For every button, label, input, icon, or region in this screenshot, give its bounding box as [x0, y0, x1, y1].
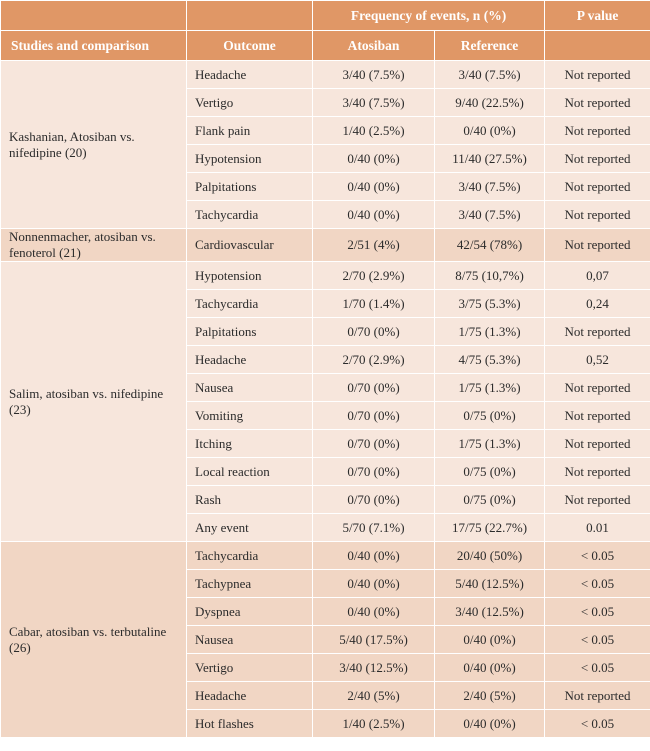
outcome-cell: Palpitations	[187, 173, 313, 201]
pvalue-cell: < 0.05	[545, 654, 650, 682]
pvalue-cell: Not reported	[545, 318, 650, 346]
pvalue-cell: Not reported	[545, 402, 650, 430]
pvalue-cell: < 0.05	[545, 570, 650, 598]
pvalue-cell: < 0.05	[545, 710, 650, 738]
pvalue-cell: 0,24	[545, 290, 650, 318]
outcome-header: Outcome	[187, 31, 313, 61]
atosiban-cell: 2/40 (5%)	[313, 682, 435, 710]
reference-cell: 42/54 (78%)	[435, 229, 545, 262]
outcome-cell: Cardiovascular	[187, 229, 313, 262]
pvalue-cell: Not reported	[545, 117, 650, 145]
atosiban-cell: 3/40 (7.5%)	[313, 89, 435, 117]
outcome-cell: Local reaction	[187, 458, 313, 486]
header-blank-cell	[1, 1, 187, 31]
reference-cell: 0/75 (0%)	[435, 458, 545, 486]
outcome-cell: Vertigo	[187, 654, 313, 682]
study-cell: Cabar, atosiban vs. terbutaline (26)	[1, 542, 187, 738]
reference-cell: 0/75 (0%)	[435, 402, 545, 430]
outcome-cell: Hot flashes	[187, 710, 313, 738]
reference-cell: 1/75 (1.3%)	[435, 318, 545, 346]
reference-cell: 4/75 (5.3%)	[435, 346, 545, 374]
header-row-top	[1, 1, 650, 31]
atosiban-cell: 0/40 (0%)	[313, 173, 435, 201]
atosiban-cell: 0/70 (0%)	[313, 318, 435, 346]
pvalue-cell: Not reported	[545, 430, 650, 458]
reference-cell: 20/40 (50%)	[435, 542, 545, 570]
atosiban-cell: 5/70 (7.1%)	[313, 514, 435, 542]
atosiban-cell: 2/51 (4%)	[313, 229, 435, 262]
outcome-cell: Tachycardia	[187, 290, 313, 318]
outcome-cell: Rash	[187, 486, 313, 514]
pvalue-cell: Not reported	[545, 229, 650, 262]
atosiban-cell: 2/70 (2.9%)	[313, 262, 435, 290]
table-row	[1, 262, 650, 290]
outcome-cell: Dyspnea	[187, 598, 313, 626]
reference-cell: 0/40 (0%)	[435, 626, 545, 654]
atosiban-cell: 1/40 (2.5%)	[313, 117, 435, 145]
reference-cell: 3/40 (7.5%)	[435, 61, 545, 89]
reference-cell: 3/40 (7.5%)	[435, 173, 545, 201]
header-row-bottom	[1, 31, 650, 61]
reference-cell: 0/40 (0%)	[435, 117, 545, 145]
table-header	[1, 1, 650, 61]
outcome-cell: Palpitations	[187, 318, 313, 346]
outcome-cell: Nausea	[187, 626, 313, 654]
table-row	[1, 61, 650, 89]
studies-header: Studies and comparison	[1, 31, 187, 61]
reference-cell: 2/40 (5%)	[435, 682, 545, 710]
reference-cell: 1/75 (1.3%)	[435, 430, 545, 458]
outcome-cell: Tachypnea	[187, 570, 313, 598]
reference-cell: 3/40 (12.5%)	[435, 598, 545, 626]
atosiban-cell: 0/40 (0%)	[313, 570, 435, 598]
table-row	[1, 229, 650, 262]
outcome-cell: Headache	[187, 682, 313, 710]
outcome-cell: Flank pain	[187, 117, 313, 145]
reference-cell: 9/40 (22.5%)	[435, 89, 545, 117]
atosiban-cell: 0/40 (0%)	[313, 145, 435, 173]
reference-cell: 3/40 (7.5%)	[435, 201, 545, 229]
reference-cell: 1/75 (1.3%)	[435, 374, 545, 402]
pvalue-cell: Not reported	[545, 458, 650, 486]
reference-cell: 0/75 (0%)	[435, 486, 545, 514]
reference-cell: 5/40 (12.5%)	[435, 570, 545, 598]
study-cell: Nonnenmacher, atosiban vs. fenoterol (21)	[1, 229, 187, 262]
study-cell: Kashanian, Atosiban vs. nifedipine (20)	[1, 61, 187, 229]
pvalue-cell: < 0.05	[545, 626, 650, 654]
outcome-cell: Headache	[187, 346, 313, 374]
atosiban-cell: 0/70 (0%)	[313, 402, 435, 430]
pvalue-cell: Not reported	[545, 145, 650, 173]
outcome-cell: Hypotension	[187, 262, 313, 290]
outcome-cell: Headache	[187, 61, 313, 89]
reference-cell: 3/75 (5.3%)	[435, 290, 545, 318]
outcome-cell: Vomiting	[187, 402, 313, 430]
table-row	[1, 542, 650, 570]
reference-cell: 0/40 (0%)	[435, 654, 545, 682]
frequency-header: Frequency of events, n (%)	[313, 1, 545, 31]
atosiban-cell: 0/70 (0%)	[313, 486, 435, 514]
outcome-cell: Tachycardia	[187, 201, 313, 229]
reference-cell: 11/40 (27.5%)	[435, 145, 545, 173]
pvalue-cell: Not reported	[545, 89, 650, 117]
pvalue-cell: < 0.05	[545, 542, 650, 570]
atosiban-cell: 0/40 (0%)	[313, 542, 435, 570]
reference-header: Reference	[435, 31, 545, 61]
pvalue-cell: Not reported	[545, 173, 650, 201]
atosiban-cell: 0/70 (0%)	[313, 374, 435, 402]
pvalue-cell: Not reported	[545, 682, 650, 710]
pvalue-cell: Not reported	[545, 374, 650, 402]
pvalue-cell: Not reported	[545, 201, 650, 229]
atosiban-cell: 0/70 (0%)	[313, 430, 435, 458]
atosiban-header: Atosiban	[313, 31, 435, 61]
reference-cell: 0/40 (0%)	[435, 710, 545, 738]
pvalue-cell: 0.01	[545, 514, 650, 542]
outcome-cell: Tachycardia	[187, 542, 313, 570]
pvalue-cell: < 0.05	[545, 598, 650, 626]
pvalue-cell: Not reported	[545, 486, 650, 514]
outcome-cell: Any event	[187, 514, 313, 542]
pvalue-cell: 0,52	[545, 346, 650, 374]
outcome-cell: Nausea	[187, 374, 313, 402]
atosiban-cell: 0/40 (0%)	[313, 201, 435, 229]
atosiban-cell: 0/40 (0%)	[313, 598, 435, 626]
pvalue-cell: Not reported	[545, 61, 650, 89]
pvalue-cell: 0,07	[545, 262, 650, 290]
reference-cell: 17/75 (22.7%)	[435, 514, 545, 542]
outcome-cell: Vertigo	[187, 89, 313, 117]
table-body	[1, 61, 650, 738]
atosiban-cell: 3/40 (12.5%)	[313, 654, 435, 682]
header-blank-cell	[545, 31, 650, 61]
atosiban-cell: 2/70 (2.9%)	[313, 346, 435, 374]
header-blank-cell	[187, 1, 313, 31]
outcome-cell: Itching	[187, 430, 313, 458]
outcome-cell: Hypotension	[187, 145, 313, 173]
pvalue-header: P value	[545, 1, 650, 31]
study-cell: Salim, atosiban vs. nifedipine (23)	[1, 262, 187, 542]
atosiban-cell: 0/70 (0%)	[313, 458, 435, 486]
reference-cell: 8/75 (10,7%)	[435, 262, 545, 290]
atosiban-cell: 5/40 (17.5%)	[313, 626, 435, 654]
atosiban-cell: 1/40 (2.5%)	[313, 710, 435, 738]
atosiban-cell: 1/70 (1.4%)	[313, 290, 435, 318]
atosiban-cell: 3/40 (7.5%)	[313, 61, 435, 89]
